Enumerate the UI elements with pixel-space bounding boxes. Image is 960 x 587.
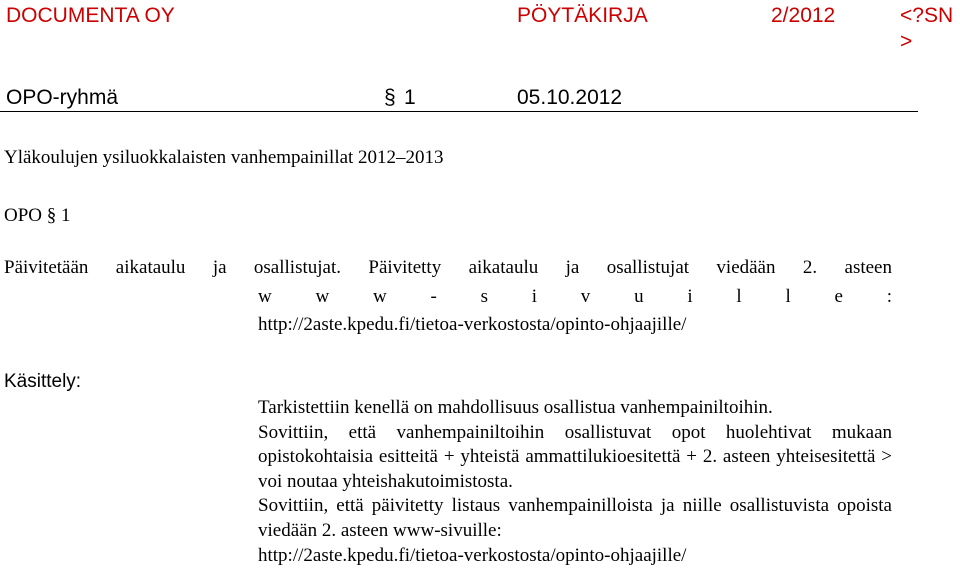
intro-url: http://2aste.kpedu.fi/tietoa-verkostosta/opinto-ohjaajille/	[258, 314, 687, 335]
document-type: PÖYTÄKIRJA	[517, 4, 648, 27]
item-heading	[4, 204, 71, 228]
kasittely-label: Käsittely:	[4, 371, 82, 392]
intro-line-1: Päivitetään aikataulu ja osallistujat. Päivitetty aikataulu ja osallistujat viedään 2. asteen	[4, 257, 892, 278]
intro-spaced-line	[258, 285, 892, 309]
kasittely-body	[258, 396, 892, 568]
field-code: <?SN >	[900, 4, 954, 53]
kasittely-paragraph-2: Sovittiin, että vanhempainiltoihin osallistuvat opot huolehtivat mukaan opistokohtaisia esitteitä + yhteistä ammattilukioesitettä + 2. asteen yhteisesitettä > voi noutaa yhteishakutoimistosta.	[258, 421, 892, 492]
section-symbol: §	[384, 86, 396, 109]
section-number: 1	[404, 86, 416, 109]
company-name: DOCUMENTA OY	[6, 4, 175, 27]
intro-block	[4, 256, 892, 280]
kasittely-url: http://2aste.kpedu.fi/tietoa-verkostosta/opinto-ohjaajille/	[258, 544, 687, 566]
group-name: OPO-ryhmä	[6, 86, 119, 109]
item-section-symbol: §	[46, 205, 57, 226]
document-number: 2/2012	[771, 4, 836, 27]
intro-line-2: w w w - s i v u i l l e :	[258, 286, 892, 307]
kasittely-paragraph-3: Sovittiin, että päivitetty listaus vanhempainilloista ja niille osallistuvista opoista viedään 2. asteen www-sivuille:	[258, 495, 892, 541]
meeting-title: Yläkoulujen ysiluokkalaisten vanhempainillat 2012–2013	[4, 147, 444, 168]
kasittely-paragraph-1: Tarkistettiin kenellä on mahdollisuus osallistua vanhempainiltoihin.	[258, 397, 773, 418]
meeting-date: 05.10.2012	[517, 86, 623, 109]
header-divider	[0, 111, 918, 112]
item-label: OPO	[4, 205, 43, 226]
item-number: 1	[61, 205, 71, 226]
